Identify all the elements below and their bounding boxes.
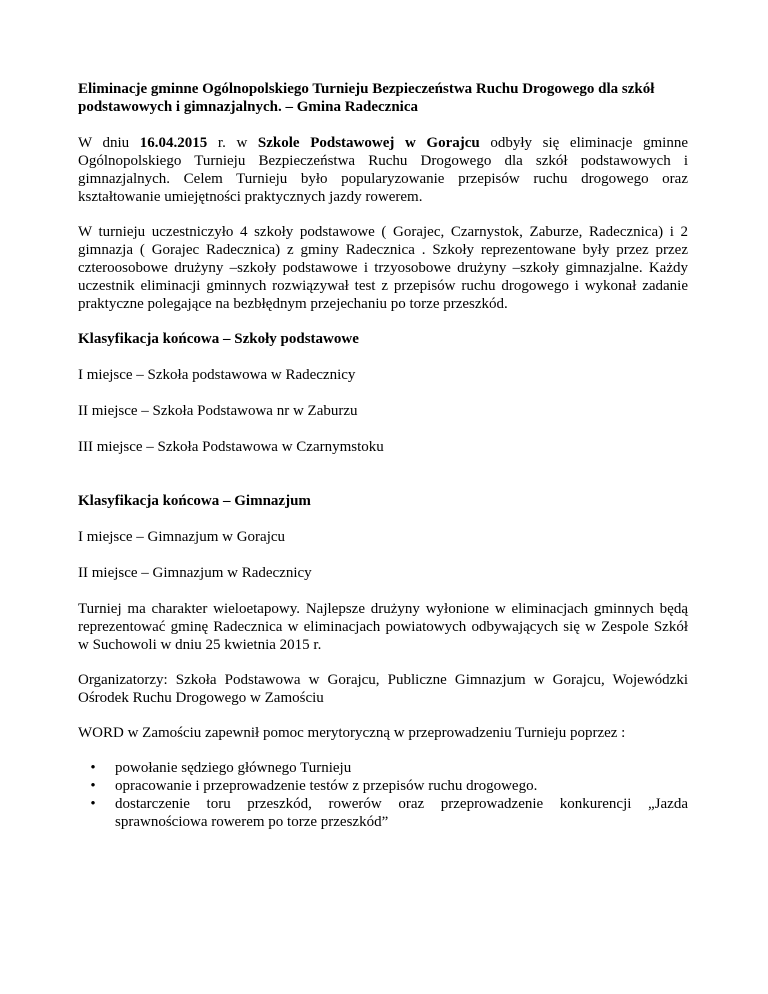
event-date: 16.04.2015 xyxy=(139,135,208,151)
document-page xyxy=(78,80,688,831)
list-item-text: opracowanie i przeprowadzenie testów z przepisów ruchu drogowego. xyxy=(115,778,538,794)
primary-place-1: I miejsce – Szkoła podstawowa w Radecznicy xyxy=(78,367,356,383)
bullet-icon: • xyxy=(90,778,96,794)
word-intro-paragraph: WORD w Zamościu zapewnił pomoc merytoryczną w przeprowadzeniu Turnieju poprzez : xyxy=(78,725,626,741)
gymnasium-classification-heading: Klasyfikacja końcowa – Gimnazjum xyxy=(78,493,311,509)
organizers-paragraph: Organizatorzy: Szkoła Podstawowa w Gorajcu, Publiczne Gimnazjum w Gorajcu, Wojewódzki Ośrodek Ruchu Drogowego w Zamościu xyxy=(78,672,688,706)
list-item xyxy=(78,777,688,795)
stages-paragraph: Turniej ma charakter wieloetapowy. Najlepsze drużyny wyłonione w eliminacjach gminnych będą reprezentować gminę Radecznica w eliminacjach powiatowych odbywających się w Zespole Szkół w Suchowoli w dniu 25 kwietnia 2015 r. xyxy=(78,601,688,653)
list-item xyxy=(78,795,688,831)
primary-place-3: III miejsce – Szkoła Podstawowa w Czarnymstoku xyxy=(78,439,384,455)
primary-place-2: II miejsce – Szkoła Podstawowa nr w Zaburzu xyxy=(78,403,358,419)
primary-classification-heading: Klasyfikacja końcowa – Szkoły podstawowe xyxy=(78,331,359,347)
intro-pre-date: W dniu xyxy=(78,135,140,151)
list-item-text: dostarczenie toru przeszkód, rowerów oraz przeprowadzenie konkurencji „Jazda sprawnościowa rowerem po torze przeszkód” xyxy=(115,796,688,830)
support-list xyxy=(78,759,688,831)
host-school: Szkole Podstawowej w Gorajcu xyxy=(257,135,480,151)
document-title: Eliminacje gminne Ogólnopolskiego Turnieju Bezpieczeństwa Ruchu Drogowego dla szkół podstawowych i gimnazjalnych. – Gmina Radecznica xyxy=(78,81,655,115)
participants-paragraph: W turnieju uczestniczyło 4 szkoły podstawowe ( Gorajec, Czarnystok, Zaburze, Radecznica) i 2 gimnazja ( Gorajec Radecznica) z gminy Radecznica . Szkoły reprezentowane były przez przez czteroosobowe drużyny –szkoły podstawowe i trzyosobowe drużyny –szkoły gimnazjalne. Każdy uczestnik eliminacji gminnych rozwiązywał test z przepisów ruchu drogowego i wykonał zadanie praktyczne polegające na bezbłędnym przejechaniu po torze przeszkód. xyxy=(78,224,688,312)
intro-rest: odbyły się eliminacje gminne Ogólnopolskiego Turnieju Bezpieczeństwa Ruchu Drogowego dla szkół podstawowych i gimnazjalnych. Celem Turnieju było popularyzowanie przepisów ruchu drogowego oraz kształtowanie umiejętności praktycznych jazdy rowerem. xyxy=(78,135,688,205)
list-item xyxy=(78,759,688,777)
intro-mid: r. w xyxy=(207,135,258,151)
bullet-icon: • xyxy=(90,796,96,812)
gymnasium-place-2: II miejsce – Gimnazjum w Radecznicy xyxy=(78,565,312,581)
intro-paragraph xyxy=(78,134,688,206)
gymnasium-place-1: I miejsce – Gimnazjum w Gorajcu xyxy=(78,529,286,545)
bullet-icon: • xyxy=(90,760,96,776)
list-item-text: powołanie sędziego głównego Turnieju xyxy=(115,760,352,776)
